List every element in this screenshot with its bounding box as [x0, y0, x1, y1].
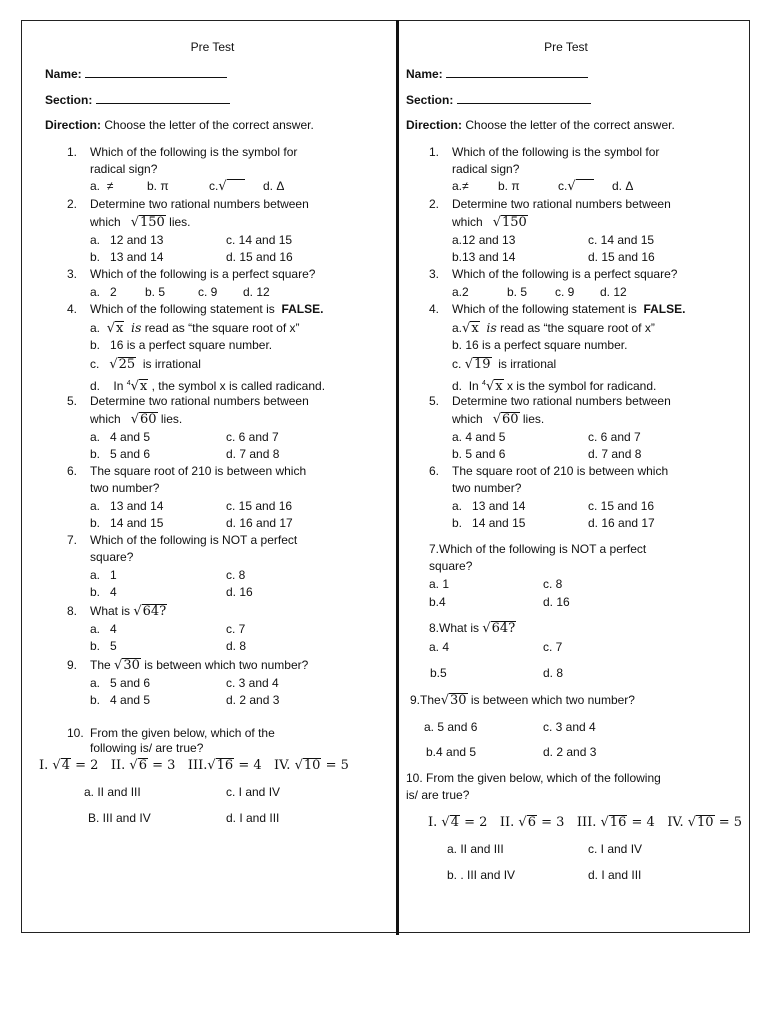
question-text: What is √64?	[90, 604, 167, 619]
question-text: Which of the following is a perfect square?	[90, 267, 316, 281]
option-c[interactable]: c. 14 and 15	[226, 233, 293, 247]
option-a[interactable]: a. 4	[429, 640, 450, 654]
option-a[interactable]: a. ≠	[90, 179, 114, 193]
question-text: Which of the following statement is FALSE.	[452, 302, 686, 316]
question-number: 2.	[67, 197, 78, 211]
option-c[interactable]: c. 15 and 16	[226, 499, 293, 513]
name-field[interactable]	[406, 66, 588, 82]
option-a[interactable]: a.≠	[452, 179, 469, 193]
question-number: 8.	[67, 604, 78, 618]
question-text: is/ are true?	[406, 788, 470, 802]
option-a[interactable]: a. 4 and 5	[452, 430, 506, 444]
direction-text: Direction: Choose the letter of the correct answer.	[45, 118, 314, 132]
question-number: 3.	[429, 267, 440, 281]
question-number: 3.	[67, 267, 78, 281]
option-d[interactable]: d. In $^4$√x x is the symbol for radicand.	[452, 379, 657, 394]
question-number: 5.	[67, 394, 78, 408]
question-number: 1.	[67, 145, 78, 159]
name-field[interactable]	[45, 66, 227, 82]
option-c[interactable]: c. 6 and 7	[588, 430, 641, 444]
name-label: Name:	[45, 67, 82, 81]
option-d[interactable]: d. 15 and 16	[226, 250, 293, 264]
option-b[interactable]: b. 14 and 15	[452, 516, 526, 530]
section-blank[interactable]	[96, 92, 230, 104]
question-text: square?	[90, 550, 134, 564]
question-text: Determine two rational numbers between	[90, 394, 309, 408]
question-text: Determine two rational numbers between	[452, 197, 671, 211]
question-text: Which of the following is the symbol for	[90, 145, 298, 159]
option-a[interactable]: a. 13 and 14	[90, 499, 164, 513]
option-d[interactable]: d. 7 and 8	[588, 447, 642, 461]
option-c[interactable]: c. 6 and 7	[226, 430, 279, 444]
question-text: Determine two rational numbers between	[452, 394, 671, 408]
name-blank[interactable]	[446, 66, 588, 78]
option-b[interactable]: b. π	[498, 179, 520, 193]
question-number: 7.	[67, 533, 78, 547]
option-d[interactable]: d. I and III	[588, 868, 642, 882]
option-d[interactable]: d. I and III	[226, 811, 280, 825]
question-number: 10.	[67, 726, 84, 740]
question-text: 7.Which of the following is NOT a perfect	[429, 542, 647, 556]
option-b[interactable]: b.4 and 5	[426, 745, 477, 759]
option-c[interactable]: c.√	[558, 179, 594, 194]
option-d[interactable]: d. 16	[226, 585, 253, 599]
question-text: The square root of 210 is between which	[90, 464, 307, 478]
question-text: which √60 lies.	[90, 412, 183, 427]
question-text: radical sign?	[90, 162, 158, 176]
option-b[interactable]: b. 5 and 6	[452, 447, 506, 461]
option-c[interactable]: c.√	[209, 179, 245, 194]
option-d[interactable]: d. 12	[243, 285, 270, 299]
question-number: 5.	[429, 394, 440, 408]
question-number: 4.	[67, 302, 78, 316]
section-blank[interactable]	[457, 92, 591, 104]
question-text: two number?	[90, 481, 160, 495]
option-a[interactable]: a. 12 and 13	[90, 233, 164, 247]
option-b[interactable]: b. 16 is a perfect square number.	[90, 338, 273, 352]
section-field[interactable]	[406, 92, 591, 108]
radical-sign-icon: √	[218, 179, 245, 194]
option-a[interactable]: a. 5 and 6	[90, 676, 151, 690]
question-text: which √150 lies.	[90, 215, 191, 230]
question-number: 9.	[67, 658, 78, 672]
option-a[interactable]: a.√x is read as “the square root of x”	[452, 320, 655, 336]
option-b[interactable]: b. 5	[145, 285, 166, 299]
option-b[interactable]: b. 13 and 14	[90, 250, 164, 264]
option-c[interactable]: c. √19 is irrational	[452, 357, 557, 372]
radical-sign-icon: √	[567, 179, 594, 194]
option-a[interactable]: a. 13 and 14	[452, 499, 526, 513]
option-c[interactable]: c. I and IV	[588, 842, 643, 856]
option-d[interactable]: d. 15 and 16	[588, 250, 655, 264]
option-c[interactable]: c. √25 is irrational	[90, 357, 201, 372]
option-b[interactable]: b. 5	[90, 639, 117, 653]
option-a[interactable]: a.12 and 13	[452, 233, 516, 247]
option-d[interactable]: d. 12	[600, 285, 627, 299]
question-number: 2.	[429, 197, 440, 211]
option-b[interactable]: B. III and IV	[88, 811, 151, 825]
option-b[interactable]: b. 5	[507, 285, 528, 299]
option-b[interactable]: b. . III and IV	[447, 868, 516, 882]
option-c[interactable]: c. 15 and 16	[588, 499, 655, 513]
question-text: two number?	[452, 481, 522, 495]
option-a[interactable]: a. √x is read as “the square root of x”	[90, 320, 300, 336]
section-label: Section:	[45, 93, 93, 107]
question-number: 6.	[429, 464, 440, 478]
question-text: which √150	[452, 215, 527, 230]
question-text: From the given below, which of the	[90, 726, 275, 740]
option-b[interactable]: b. 4 and 5	[90, 693, 151, 707]
option-a[interactable]: a. II and III	[447, 842, 504, 856]
question-text: square?	[429, 559, 473, 573]
option-c[interactable]: c. 3 and 4	[226, 676, 279, 690]
option-c[interactable]: c. 14 and 15	[588, 233, 655, 247]
question-text: 8.What is √64?	[429, 621, 516, 636]
statement-list: I. √4 = 2 II. √6 = 3 III. √16 = 4 IV. √10 = 5	[428, 815, 742, 830]
section-label: Section:	[406, 93, 454, 107]
option-d[interactable]: d. 8	[543, 666, 564, 680]
question-number: 6.	[67, 464, 78, 478]
question-text: The √30 is between which two number?	[90, 658, 309, 673]
option-c[interactable]: c. 7	[226, 622, 246, 636]
question-text: Which of the following is a perfect square?	[452, 267, 678, 281]
question-text: 9.The√30 is between which two number?	[410, 693, 635, 708]
question-text: Which of the following is the symbol for	[452, 145, 660, 159]
question-text: radical sign?	[452, 162, 520, 176]
question-text: Determine two rational numbers between	[90, 197, 309, 211]
option-b[interactable]: b. 4	[90, 585, 117, 599]
option-d[interactable]: d. Δ	[263, 179, 285, 193]
section-field[interactable]	[45, 92, 230, 108]
question-text: Which of the following is NOT a perfect	[90, 533, 298, 547]
option-b[interactable]: b.5	[430, 666, 447, 680]
statement-list: I. √4 = 2 II. √6 = 3 III.√16 = 4 IV. √10 = 5	[39, 758, 349, 773]
option-d[interactable]: d. 8	[226, 639, 247, 653]
option-a[interactable]: a. 1	[90, 568, 117, 582]
option-c[interactable]: c. 8	[543, 577, 563, 591]
option-c[interactable]: c. 3 and 4	[543, 720, 596, 734]
question-number: 1.	[429, 145, 440, 159]
name-label: Name:	[406, 67, 443, 81]
option-a[interactable]: a. 4	[90, 622, 117, 636]
option-c[interactable]: c. 9	[555, 285, 575, 299]
option-d[interactable]: d. 16	[543, 595, 570, 609]
option-c[interactable]: c. 9	[198, 285, 218, 299]
option-b[interactable]: b. 5 and 6	[90, 447, 151, 461]
page-title: Pre Test	[190, 40, 235, 54]
question-text: which √60 lies.	[452, 412, 545, 427]
question-text: 10. From the given below, which of the following	[406, 771, 661, 785]
option-d[interactable]: d. 2 and 3	[226, 693, 280, 707]
option-d[interactable]: d. 2 and 3	[543, 745, 597, 759]
direction-text: Direction: Choose the letter of the correct answer.	[406, 118, 675, 132]
option-a[interactable]: a. 5 and 6	[424, 720, 478, 734]
option-b[interactable]: b.13 and 14	[452, 250, 516, 264]
option-c[interactable]: c. 7	[543, 640, 563, 654]
option-a[interactable]: a. 4 and 5	[90, 430, 151, 444]
option-b[interactable]: b.4	[429, 595, 446, 609]
page-title: Pre Test	[544, 40, 588, 54]
question-text: Which of the following statement is FALSE.	[90, 302, 324, 316]
option-c[interactable]: c. I and IV	[226, 785, 281, 799]
option-a[interactable]: a. 2	[90, 285, 117, 299]
option-a[interactable]: a. II and III	[84, 785, 141, 799]
question-text: following is/ are true?	[90, 741, 204, 755]
option-d[interactable]: d. 16 and 17	[226, 516, 293, 530]
option-d[interactable]: d. Δ	[612, 179, 634, 193]
option-c[interactable]: c. 8	[226, 568, 246, 582]
option-b[interactable]: b. 16 is a perfect square number.	[452, 338, 628, 352]
option-a[interactable]: a. 1	[429, 577, 450, 591]
question-text: The square root of 210 is between which	[452, 464, 669, 478]
column-divider	[396, 20, 399, 935]
option-d[interactable]: d. 16 and 17	[588, 516, 655, 530]
question-number: 4.	[429, 302, 440, 316]
option-b[interactable]: b. π	[147, 179, 169, 193]
option-b[interactable]: b. 14 and 15	[90, 516, 164, 530]
option-a[interactable]: a.2	[452, 285, 469, 299]
option-d[interactable]: d. In $^4$√x , the symbol x is called radicand.	[90, 379, 326, 394]
option-d[interactable]: d. 7 and 8	[226, 447, 280, 461]
name-blank[interactable]	[85, 66, 227, 78]
